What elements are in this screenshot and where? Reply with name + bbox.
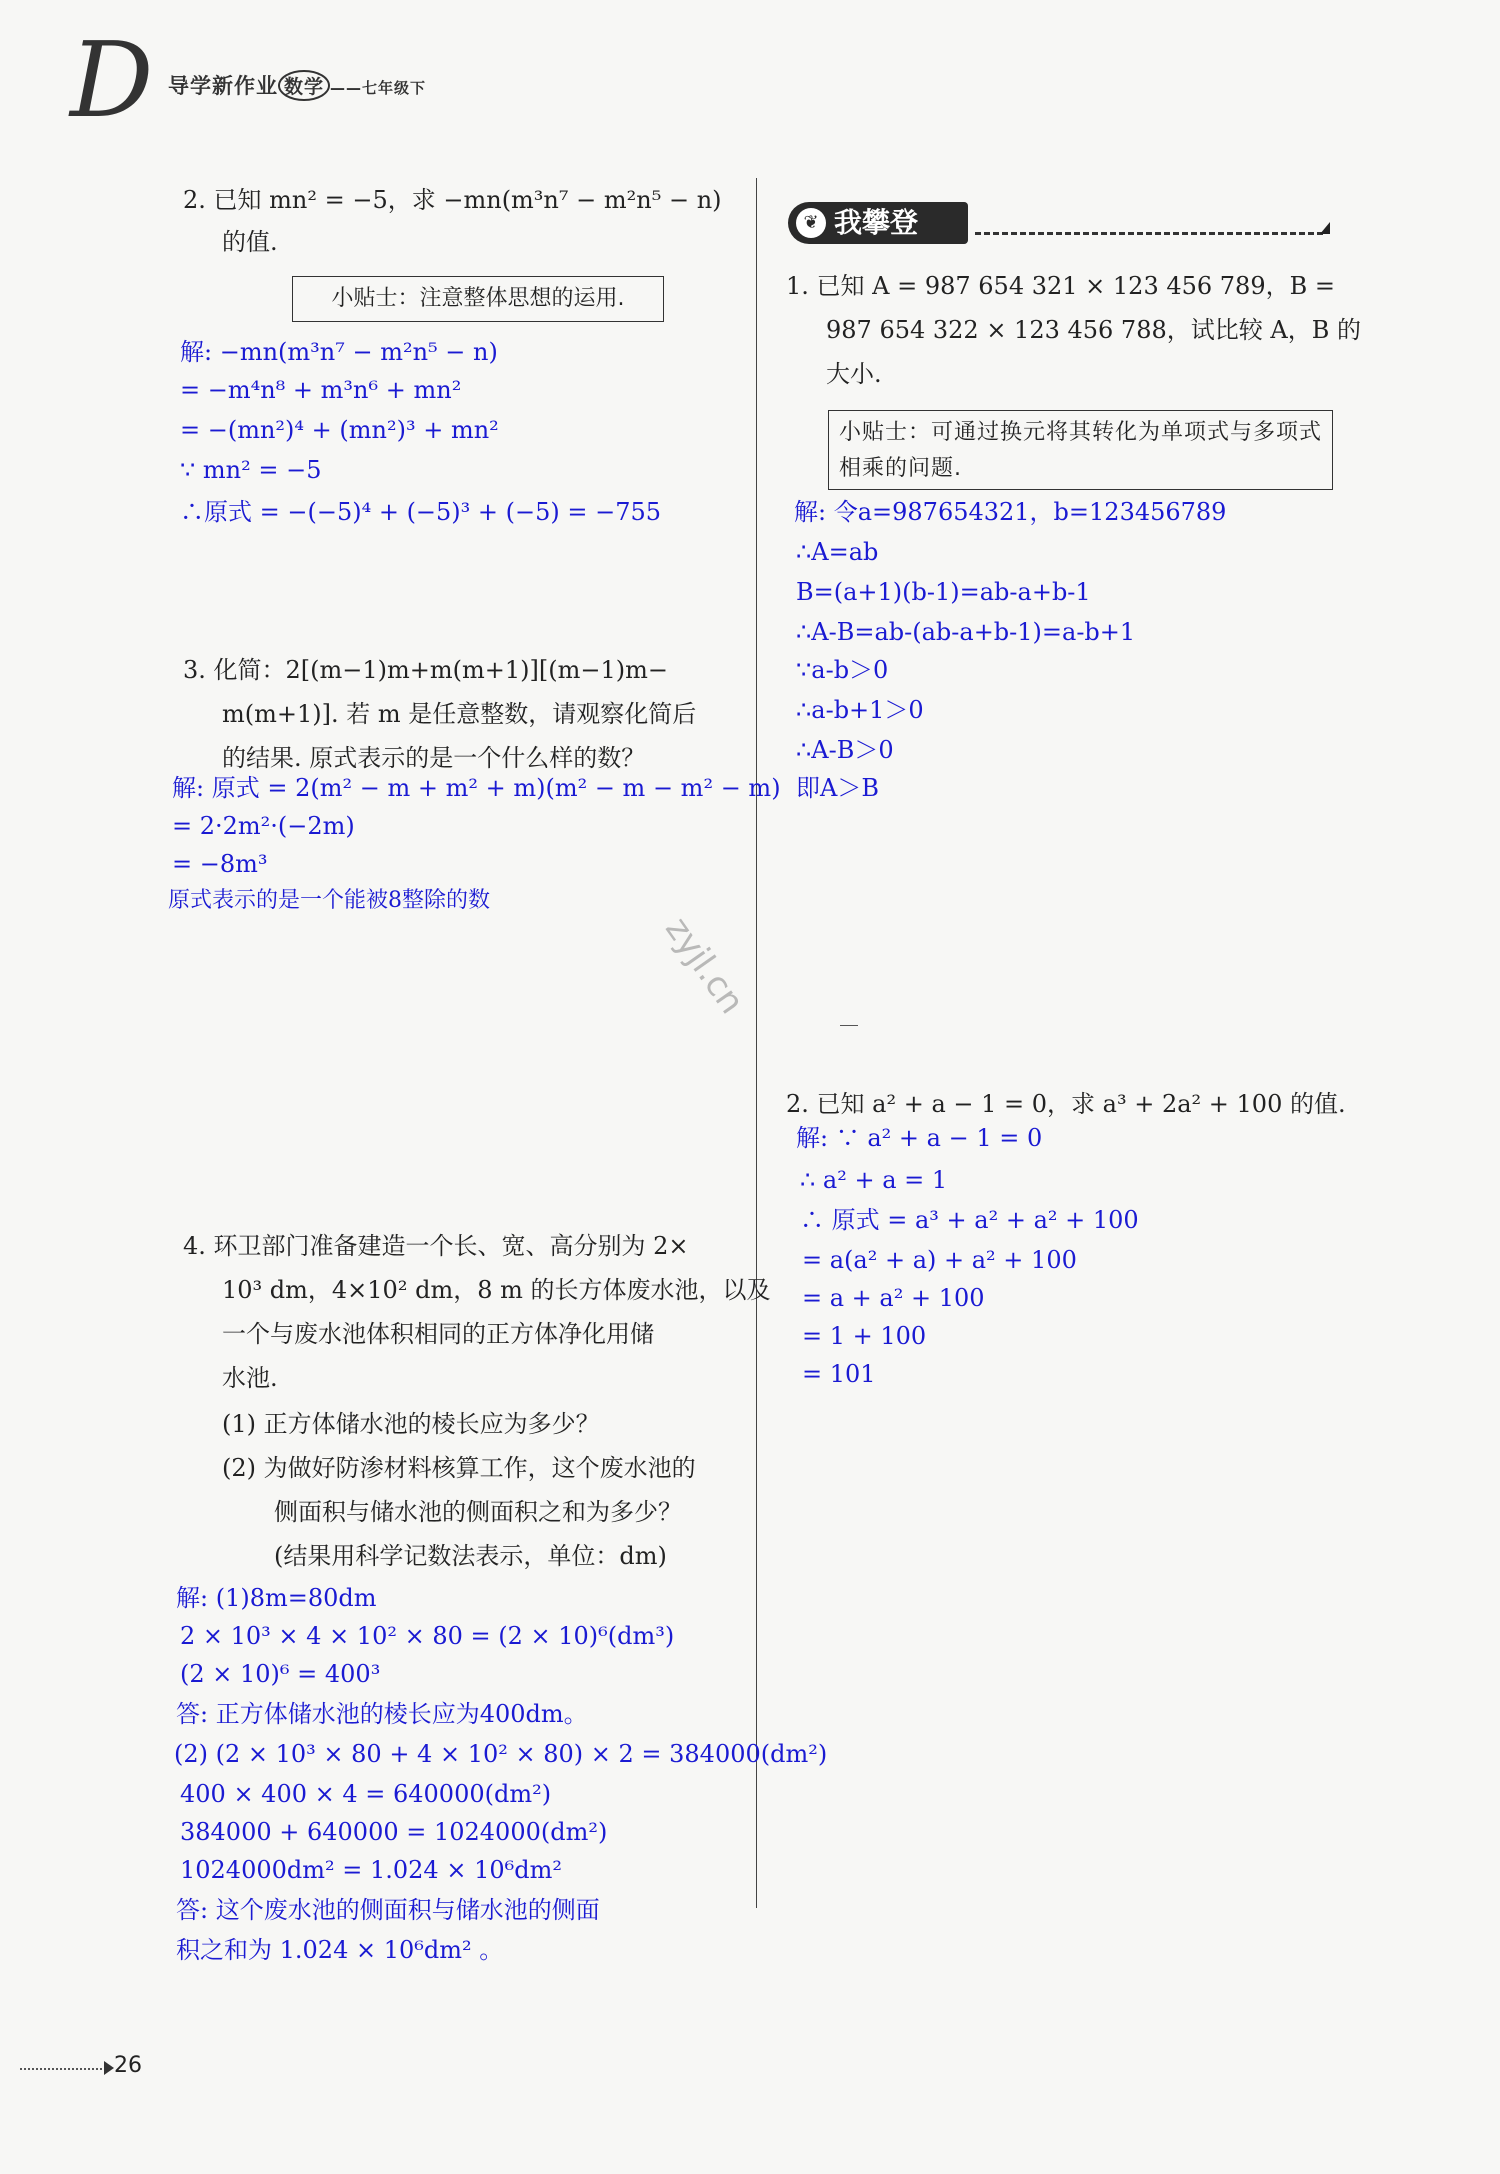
book-title: [168, 70, 426, 101]
question-4-line: 4. 环卫部门准备建造一个长、宽、高分别为 2×: [183, 1232, 689, 1260]
question-3-line2: m(m+1)]. 若 m 是任意整数，请观察化简后: [222, 700, 697, 728]
book-title-text: 导学新作业: [168, 74, 278, 98]
r2-answer: = 101: [802, 1360, 876, 1388]
column-divider: [756, 178, 757, 1908]
question-2-line2: 的值.: [222, 228, 278, 256]
section-heading: [788, 202, 968, 244]
question-4-line: 水池.: [222, 1364, 278, 1392]
q4-answer-1: 答: 正方体储水池的棱长应为400dm。: [176, 1700, 588, 1728]
question-4-part2: (2) 为做好防渗材料核算工作，这个废水池的: [222, 1454, 696, 1482]
section-title: 我攀登: [834, 206, 919, 239]
subject-badge: 数学: [278, 70, 330, 101]
page-number-leader: [20, 2068, 106, 2070]
r1-solution-line: ∵a-b＞0: [796, 656, 889, 684]
q3-solution-line: = 2·2m²·(−2m): [172, 812, 355, 840]
r2-solution-line: 解: ∵ a² + a − 1 = 0: [796, 1124, 1043, 1152]
decorative-mark: [840, 1025, 858, 1036]
leaf-icon: ❦: [796, 208, 826, 238]
q4-answer-2: 答: 这个废水池的侧面积与储水池的侧面: [176, 1896, 600, 1924]
question-3-line3: 的结果. 原式表示的是一个什么样的数？: [222, 744, 646, 772]
question-4-part1: (1) 正方体储水池的棱长应为多少？: [222, 1410, 600, 1438]
arrow-icon: [104, 2061, 114, 2075]
q4-solution-line: 384000 + 640000 = 1024000(dm²): [180, 1818, 608, 1846]
q4-solution-line: 2 × 10³ × 4 × 10² × 80 = (2 × 10)⁶(dm³): [180, 1622, 675, 1650]
tip-box-r1: 小贴士：可通过换元将其转化为单项式与多项式相乘的问题.: [828, 410, 1333, 490]
r1-solution-line: ∴A-B=ab-(ab-a+b-1)=a-b+1: [796, 618, 1136, 646]
r1-solution-line: B=(a+1)(b-1)=ab-a+b-1: [796, 578, 1091, 606]
q4-solution-line: 解: (1)8m=80dm: [176, 1584, 377, 1612]
r1-solution-line: ∴A=ab: [796, 538, 879, 566]
section-heading-rule: [975, 232, 1323, 235]
r2-solution-line: = a + a² + 100: [802, 1284, 985, 1312]
page-number: 26: [114, 2053, 142, 2078]
q4-solution-line: 1024000dm² = 1.024 × 10⁶dm²: [180, 1856, 562, 1884]
triangle-icon: [1320, 222, 1330, 234]
q3-solution-line: = −8m³: [172, 850, 268, 878]
q4-solution-line: (2 × 10)⁶ = 400³: [180, 1660, 381, 1688]
question-4-line: (结果用科学记数法表示，单位：dm): [274, 1542, 667, 1570]
question-r1-line1: 1. 已知 A = 987 654 321 × 123 456 789，B =: [786, 272, 1335, 300]
question-r1-line2: 987 654 322 × 123 456 788，试比较 A，B 的: [826, 316, 1361, 344]
logo: D: [70, 19, 154, 141]
question-r2-line1: 2. 已知 a² + a − 1 = 0，求 a³ + 2a² + 100 的值.: [786, 1090, 1346, 1118]
q2-solution-line: = −m⁴n⁸ + m³n⁶ + mn²: [180, 376, 462, 404]
q2-solution-line: = −(mn²)⁴ + (mn²)³ + mn²: [180, 416, 499, 444]
grade-label: ——七年级下: [330, 79, 427, 97]
q2-solution-line: ∵ mn² = −5: [180, 456, 322, 484]
question-4-line: 一个与废水池体积相同的正方体净化用储: [222, 1320, 654, 1348]
r1-solution-line: ∴A-B＞0: [796, 736, 894, 764]
r2-solution-line: = a(a² + a) + a² + 100: [802, 1246, 1077, 1274]
r1-solution-line: ∴a-b+1＞0: [796, 696, 924, 724]
q2-solution-line: ∴原式 = −(−5)⁴ + (−5)³ + (−5) = −755: [180, 498, 662, 526]
question-4-line: 10³ dm，4×10² dm，8 m 的长方体废水池，以及: [222, 1276, 771, 1304]
r2-solution-line: ∴ 原式 = a³ + a² + a² + 100: [800, 1206, 1139, 1234]
r2-solution-line: = 1 + 100: [802, 1322, 927, 1350]
tip-box-q2: 小贴士：注意整体思想的运用.: [292, 276, 664, 322]
q3-conclusion: 原式表示的是一个能被8整除的数: [168, 888, 490, 913]
q3-solution-line: 解: 原式 = 2(m² − m + m² + m)(m² − m − m² − m): [172, 774, 781, 802]
question-4-line: 侧面积与储水池的侧面积之和为多少？: [274, 1498, 682, 1526]
question-r1-line3: 大小.: [826, 360, 882, 388]
q4-solution-line: (2) (2 × 10³ × 80 + 4 × 10² × 80) × 2 = 384000(dm²): [174, 1740, 828, 1768]
r1-solution-line: 解: 令a=987654321，b=123456789: [794, 498, 1227, 526]
q2-solution-line: 解: −mn(m³n⁷ − m²n⁵ − n): [180, 338, 498, 366]
question-3-line1: 3. 化简：2[(m−1)m+m(m+1)][(m−1)m−: [183, 656, 668, 684]
r1-conclusion: 即A＞B: [796, 774, 879, 802]
watermark: zyjl.cn: [657, 910, 752, 1022]
q4-solution-line: 400 × 400 × 4 = 640000(dm²): [180, 1780, 552, 1808]
question-2-line1: 2. 已知 mn² = −5，求 −mn(m³n⁷ − m²n⁵ − n): [183, 186, 722, 214]
q4-answer-2-cont: 积之和为 1.024 × 10⁶dm² 。: [176, 1936, 504, 1964]
r2-solution-line: ∴ a² + a = 1: [800, 1166, 948, 1194]
